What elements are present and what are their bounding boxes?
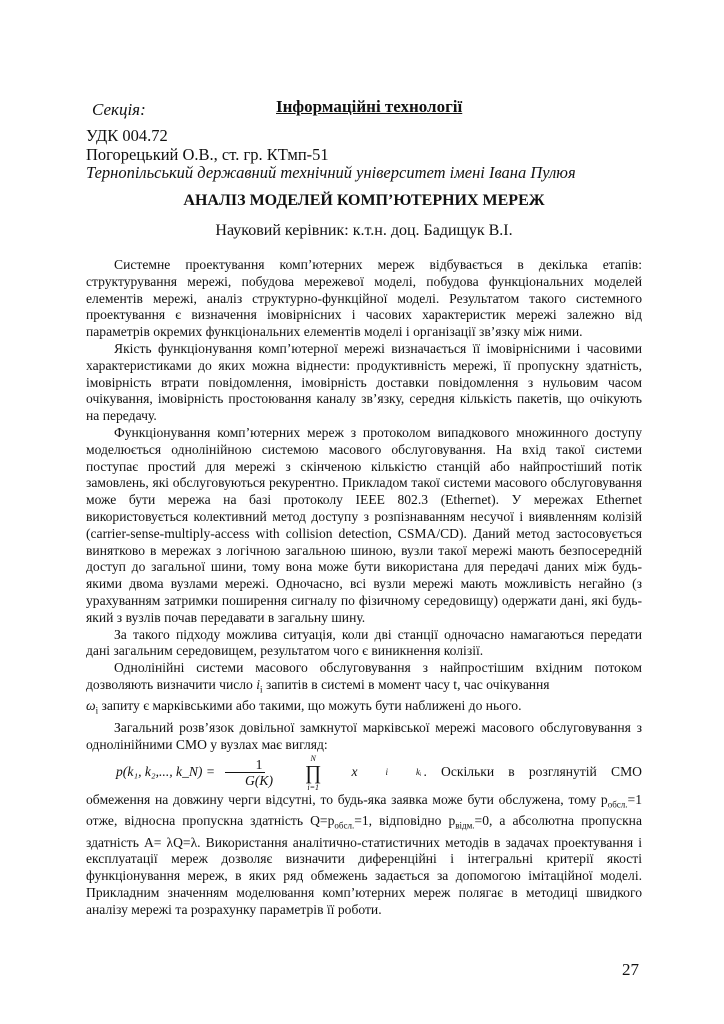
formula-x: x: [351, 764, 358, 780]
formula-denominator: G(K): [245, 772, 273, 788]
author-line: Погорецький О.В., ст. гр. КТмп-51: [86, 145, 329, 164]
paper-title: АНАЛІЗ МОДЕЛЕЙ КОМП’ЮТЕРНИХ МЕРЕЖ: [183, 192, 545, 209]
formula-x-subscript: i: [385, 767, 389, 778]
p6-text-a: Загальний розв’язок довільної замкнутої марківської мережі масового обслуговування з однолінійними СМО у вузлах має вигляд:: [86, 719, 642, 752]
network-formula: [88, 754, 421, 792]
product-sign: ∏: [304, 761, 322, 784]
udk-code: УДК 004.72: [86, 126, 168, 145]
symbol-i: i: [256, 676, 261, 692]
p6-text-c: =1 отже, відносна пропускна здатність Q=p: [86, 791, 642, 829]
formula-lhs: p(k₁, k₂,..., k_N) =: [116, 764, 216, 780]
symbol-omega: ω: [86, 698, 96, 714]
symbol-i-subscript: i: [260, 684, 263, 695]
supervisor-line: Науковий керівник: к.т.н. доц. Бадищук В.І.: [215, 222, 513, 239]
paragraph-2: Якість функціонування комп’ютерної мережі визначається її імовірнісними і часовими характеристиками до яких можна віднести: продуктивність мережі, її пропускну здатність, імовірність втрати повідомлення, імовірність доставки повідомлення з нульовим часом очікування, імовірність простоювання каналу зв’язку, середня кількість пакетів, що очікують на передачу.: [86, 340, 642, 424]
paragraph-1: Системне проектування комп’ютерних мереж відбувається в декілька етапів: структурування мережі, побудова мережевої моделі, побудова функціональних моделей елементів мережі, аналіз структурно-функційної моделі. Результатом такого системного проектування є визначення імовірнісних і часових характеристик мережі залежно від параметрів окремих функціональних елементів моделі і організації зв’язку між ними.: [86, 257, 642, 340]
p5-text-b: запитів в системі в момент часу t, час очікування: [262, 676, 550, 692]
p5-text-a: Однолінійні системи масового обслуговування з найпростішим вхідним потоком дозволяють визначити число: [86, 660, 642, 692]
paragraph-5: [86, 660, 642, 720]
formula-numerator: 1: [225, 758, 266, 773]
formula-fraction: [217, 758, 273, 788]
p5-text-c: запиту є марківськими або такими, що можуть бути наближені до нього.: [98, 698, 522, 714]
paragraph-3: Функціонування комп’ютерних мереж з протоколом випадкового множинного доступу моделюється однолінійною системою масового обслуговування. На вхід такої системи поступає простий для мережі з скінченою кількістю станцій або найпростіший потік замовлень, які обслуговуються рекурентно. Прикладом такої системи масового обслуговування може бути мережа на базі протоколу IEEE 802.3 (Ethernet). У мережах Ethernet використовується колективний метод доступу з розпізнаванням несучої і виявленням колізій (carrier-sense-multiply-access with collision detection, CSMA/CD). Даний метод застосовується винятково в мережах з логічною загальною шиною, вузли такої мережі мають безпосередній доступ до загальної шини, тому вона може бути використана для передачі даних між будь-якими двома вузлами мережі. Одночасно, всі вузли мережі мають можливість негайно (з урахуванням затримки поширення сигналу по фізичному середовищу) одержати дані, які будь-який з вузлів почав передавати в загальну шину.: [86, 424, 642, 625]
paragraph-4: За такого підходу можлива ситуація, коли дві станції одночасно намагаються передати дані загальним середовищем, результатом чого є виникнення колізії.: [86, 626, 642, 659]
product-upper-limit: N: [310, 753, 316, 763]
formula-product: [277, 754, 321, 792]
symbol-omega-subscript: i: [95, 706, 99, 717]
product-lower-limit: i=1: [307, 782, 320, 792]
formula-x-superscript: kᵢ: [416, 767, 422, 778]
p-obsl-subscript: обсл.: [607, 799, 628, 810]
section-label: Секція:: [92, 100, 146, 119]
page-number: 27: [622, 960, 639, 979]
p-vidm-subscript: відм.: [455, 820, 475, 831]
university-line: Тернопільський державний технічний університет імені Івана Пулюя: [86, 163, 576, 182]
paragraph-6: [86, 720, 642, 919]
section-name: Інформаційні технології: [276, 97, 463, 116]
p6-text-d: =1, відповідно p: [354, 813, 456, 829]
q-obsl-subscript: обсл.: [334, 820, 355, 831]
p6-text-b: . Оскільки в розглянутій СМО обмеження на довжину черги відсутні, то будь-яка заявка може бути обслужена, тому p: [86, 763, 642, 807]
p6-text-e: =0, а абсолютна пропускна здатність A= λQ=λ. Використання аналітично-статистичних методів в задачах проектування і експлуатації мереж дозволяє визначити диференційні і інтегральні критерії якості функціонування мереж, в яких ряд обмежень задається за допомогою імітаційної моделі. Прикладним значенням моделювання комп’ютерних мереж полягає в методиці швидкого аналізу мережі та розрахунку параметрів її роботи.: [86, 813, 642, 917]
paper-body: [86, 257, 642, 919]
